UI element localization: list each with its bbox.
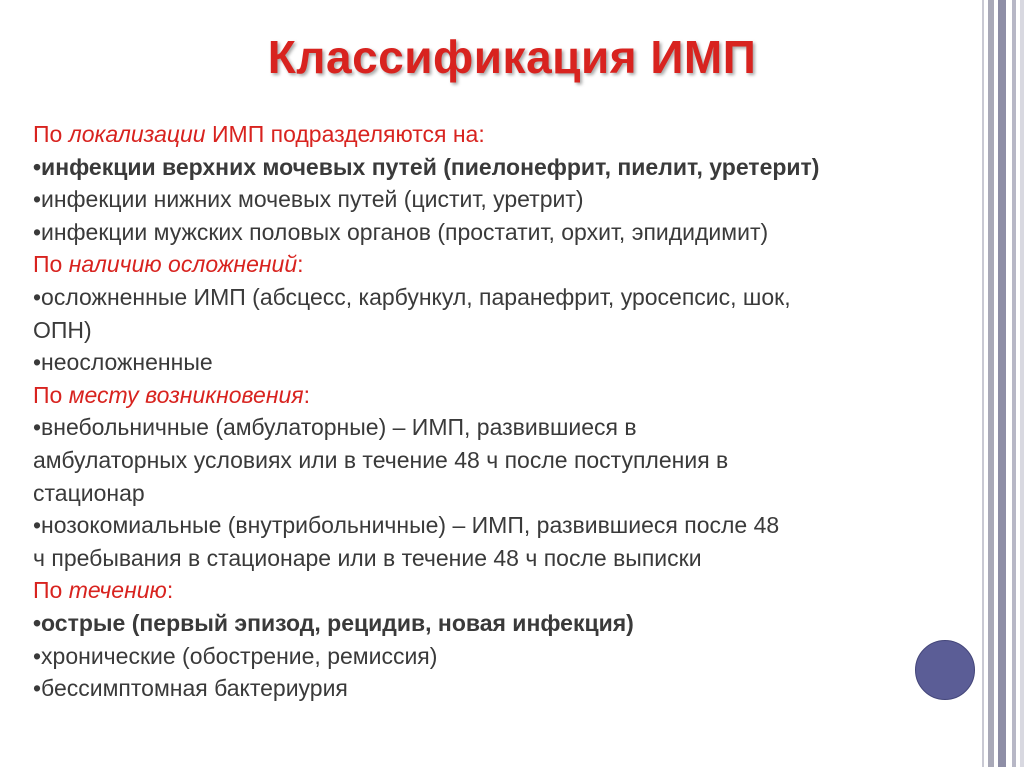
heading-suffix: : xyxy=(297,251,304,278)
section-heading-origin xyxy=(33,379,993,412)
list-item: •неосложненные xyxy=(33,349,213,376)
list-item: •инфекции мужских половых органов (простатит, орхит, эпидидимит) xyxy=(33,218,769,245)
list-item: •хронические (обострение, ремиссия) xyxy=(33,642,438,669)
section-heading-localization xyxy=(33,118,993,151)
list-item: •бессимптомная бактериурия xyxy=(33,675,348,702)
heading-prefix: По xyxy=(33,577,69,604)
section-heading-course xyxy=(33,574,993,607)
heading-keyword: течению xyxy=(68,577,167,604)
stripe xyxy=(1020,0,1024,767)
heading-keyword: наличию осложнений xyxy=(68,251,298,278)
list-item: •инфекции верхних мочевых путей (пиелонефрит, пиелит, уретерит) xyxy=(33,153,820,180)
heading-suffix: : xyxy=(166,577,174,604)
list-item: •нозокомиальные (внутрибольничные) – ИМП, развившиеся после 48 xyxy=(33,512,780,539)
list-item: •острые (первый эпизод, рецидив, новая инфекция) xyxy=(33,609,634,636)
heading-prefix: По xyxy=(33,121,69,147)
section-heading-complications xyxy=(33,248,993,281)
heading-suffix: : xyxy=(303,381,310,408)
stripe xyxy=(998,0,1006,767)
list-item: стационар xyxy=(33,479,145,506)
heading-keyword: локализации xyxy=(68,121,206,147)
decorative-circle xyxy=(915,640,975,700)
list-item: ч пребывания в стационаре или в течение 48 ч после выписки xyxy=(33,544,702,571)
stripe xyxy=(1012,0,1016,767)
slide-content xyxy=(33,118,993,705)
heading-prefix: По xyxy=(33,381,69,408)
heading-prefix: По xyxy=(33,251,69,278)
list-item: амбулаторных условиях или в течение 48 ч после поступления в xyxy=(33,446,729,473)
slide-title: Классификация ИМП xyxy=(267,31,757,83)
list-item: ОПН) xyxy=(33,316,92,343)
heading-keyword: месту возникновения xyxy=(68,381,304,408)
list-item: •инфекции нижних мочевых путей (цистит, уретрит) xyxy=(33,186,584,213)
heading-suffix: ИМП подразделяются на: xyxy=(205,121,485,147)
list-item: •осложненные ИМП (абсцесс, карбункул, паранефрит, уросепсис, шок, xyxy=(33,283,791,310)
list-item: •внебольничные (амбулаторные) – ИМП, развившиеся в xyxy=(33,414,637,441)
